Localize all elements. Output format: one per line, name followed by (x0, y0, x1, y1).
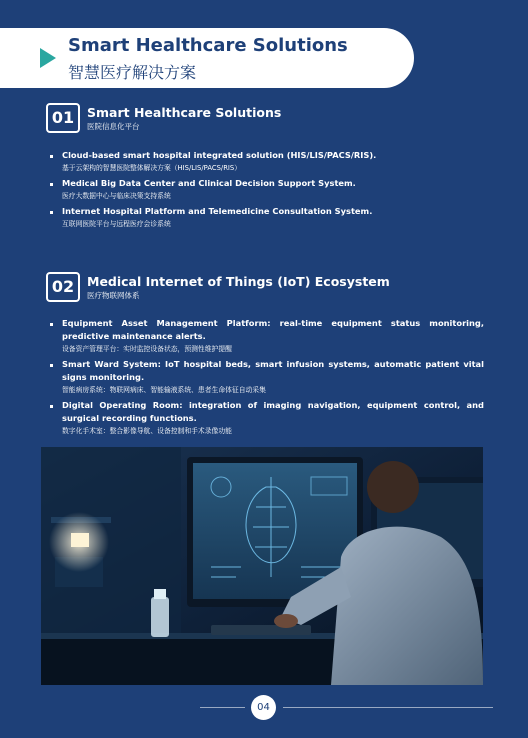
medical-lab-photo (41, 447, 483, 685)
list-item-text: Medical Big Data Center and Clinical Decision Support System. (62, 178, 356, 188)
list-item (48, 358, 484, 396)
section-list (48, 317, 484, 440)
list-item (48, 205, 484, 230)
list-item-text: Cloud-based smart hospital integrated solution (HIS/LIS/PACS/RIS). (62, 150, 377, 160)
list-item (48, 317, 484, 355)
section-number-badge: 02 (46, 272, 80, 302)
list-item-translation: 医疗大数据中心与临床决策支持系统 (62, 192, 171, 200)
list-item-translation: 智能病房系统：物联网病床、智能输液系统、患者生命体征自动采集 (62, 386, 266, 394)
list-item-translation: 互联网医院平台与远程医疗会诊系统 (62, 220, 171, 228)
page-number: 04 (251, 695, 276, 720)
play-icon (40, 48, 56, 68)
page-title: Smart Healthcare Solutions (68, 35, 348, 56)
list-item-translation: 基于云架构的智慧医院整体解决方案（HIS/LIS/PACS/RIS） (62, 164, 242, 172)
section-title: Medical Internet of Things (IoT) Ecosystem (87, 274, 390, 289)
section-title: Smart Healthcare Solutions (87, 105, 282, 120)
footer-divider-left (200, 707, 245, 708)
page-title-chinese: 智慧医疗解决方案 (68, 63, 197, 82)
list-item (48, 177, 484, 202)
section-number-badge: 01 (46, 103, 80, 133)
list-item-text: Equipment Asset Management Platform: real-time equipment status monitoring, predictive maintenance alerts. (62, 318, 484, 341)
section-list (48, 149, 484, 233)
list-item-translation: 数字化手术室：整合影像导航、设备控制和手术录像功能 (62, 427, 232, 435)
section-subtitle: 医院信息化平台 (87, 122, 140, 131)
section-subtitle: 医疗物联网体系 (87, 291, 140, 300)
list-item-text: Digital Operating Room: integration of imaging navigation, equipment control, and surgical recording functions. (62, 400, 484, 423)
list-item-translation: 设备资产管理平台：实时监控设备状态，预测性维护提醒 (62, 345, 232, 353)
list-item-text: Smart Ward System: IoT hospital beds, smart infusion systems, automatic patient vital signs monitoring. (62, 359, 484, 382)
footer-divider-right (283, 707, 493, 708)
list-item (48, 149, 484, 174)
list-item-text: Internet Hospital Platform and Telemedicine Consultation System. (62, 206, 373, 216)
list-item (48, 399, 484, 437)
